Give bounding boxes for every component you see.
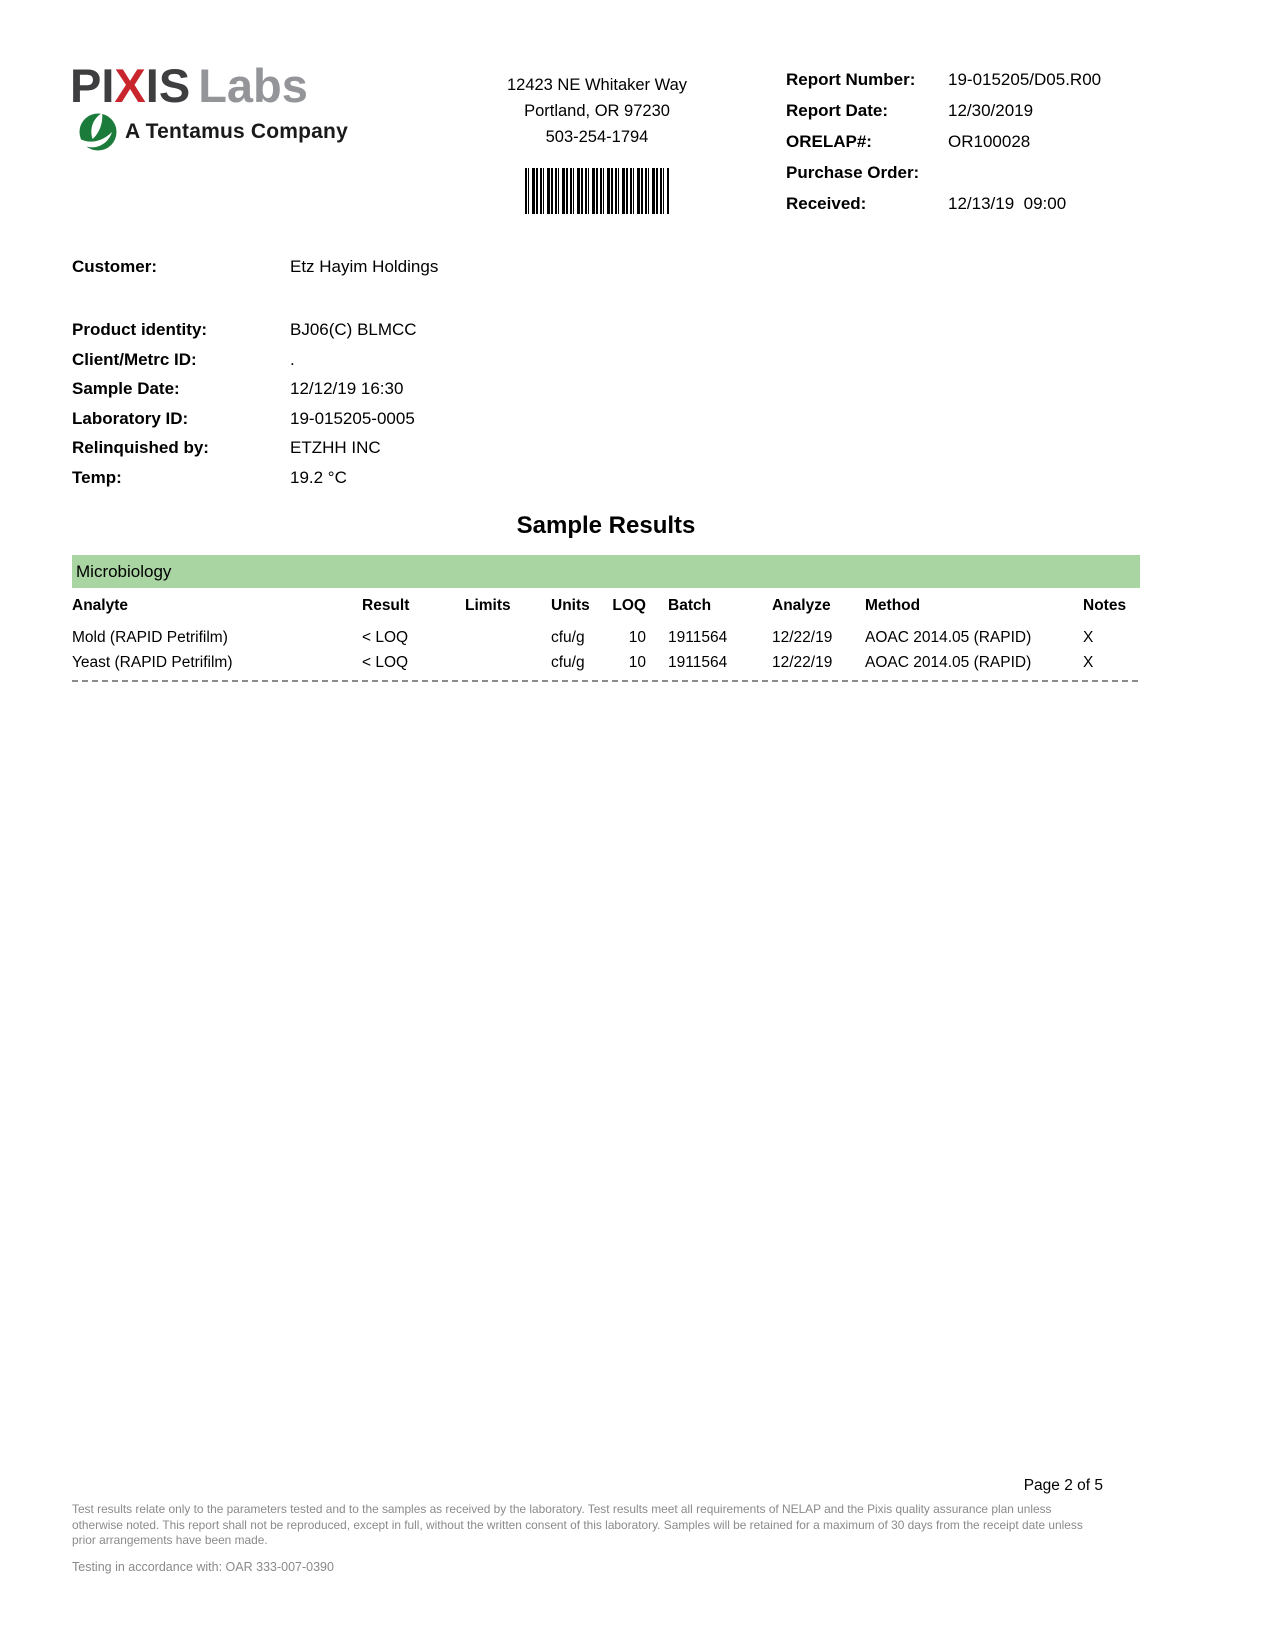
sample-info-row-laboratory-id [72,404,772,434]
column-header-analyze: Analyze [772,597,831,614]
column-header-loq: LOQ [612,597,646,614]
sample-info-row-temp [72,463,772,493]
cell-batch: 1911564 [668,628,728,646]
cell-result: < LOQ [362,628,409,646]
column-header-units: Units [551,597,590,614]
address-phone: 503-254-1794 [545,128,649,146]
meta-row-report-date [786,101,1206,132]
info-value: 12/12/19 16:30 [290,379,404,398]
column-header-batch: Batch [668,597,712,614]
cell-batch: 1911564 [668,653,728,671]
page-number: Page 2 of 5 [1023,1477,1103,1494]
meta-label: Received: [786,194,867,213]
results-body [72,625,1140,675]
address-line: Portland, OR 97230 [524,102,670,120]
lab-address [477,72,717,150]
customer-label: Customer: [72,257,158,276]
meta-row-purchase-order [786,163,1206,194]
footer-disclaimer: Test results relate only to the parameters tested and to the samples as received by the laboratory. Test results meet all requirements of NELAP and the Pixis quality assurance plan unless otherwise noted. This report shall not be reproduced, except in full, without the written consent of this laboratory. Samples will be retained for a maximum of 30 days from the receipt date unless prior arrangements have been made. [72,1502,1083,1548]
customer-block [72,252,772,282]
customer-row [72,252,772,282]
cell-notes: X [1083,653,1094,671]
cell-method: AOAC 2014.05 (RAPID) [865,628,1032,646]
column-header-method: Method [865,597,921,614]
cell-method: AOAC 2014.05 (RAPID) [865,653,1032,671]
column-header-limits: Limits [465,597,511,614]
customer-value: Etz Hayim Holdings [290,257,439,276]
sample-info-row-client-metrc-id [72,345,772,375]
cell-analyte: Mold (RAPID Petrifilm) [72,628,228,646]
section-banner-label: Microbiology [76,561,172,581]
pixis-labs-logo [70,59,348,152]
sample-info-block [72,315,772,492]
meta-label: ORELAP#: [786,132,872,151]
cell-notes: X [1083,628,1094,646]
cell-analyze: 12/22/19 [772,653,833,671]
table-row-mold [72,625,1140,650]
info-value: 19-015205-0005 [290,408,415,428]
results-header-row [72,595,1140,617]
info-label: Relinquished by: [72,438,209,457]
info-value: 19.2 °C [290,467,347,487]
meta-value: 19-015205/D05.R00 [948,70,1102,89]
meta-label: Purchase Order: [786,163,920,182]
info-value: BJ06(C) BLMCC [290,320,417,339]
sample-results-section [72,512,1140,682]
table-row-yeast [72,650,1140,675]
sample-info-row-sample-date [72,374,772,404]
cell-loq: 10 [628,628,646,646]
column-header-notes: Notes [1083,597,1127,614]
microbiology-section-banner [72,555,1140,588]
sample-results-title: Sample Results [516,512,696,539]
info-value: . [290,349,295,369]
cell-loq: 10 [628,653,646,671]
logo-wordmark [70,59,348,112]
logo-text-labs: Labs [198,59,308,112]
meta-value: 12/30/2019 [948,101,1034,120]
cell-result: < LOQ [362,653,409,671]
info-label: Client/Metrc ID: [72,349,197,369]
info-label: Sample Date: [72,379,180,398]
sample-info-row-product-identity [72,315,772,345]
logo-tagline-row [78,112,348,152]
cell-units: cfu/g [551,653,585,671]
meta-row-orelap [786,132,1206,163]
info-label: Laboratory ID: [72,408,189,428]
barcode [525,168,669,214]
meta-label: Report Number: [786,70,916,89]
meta-label: Report Date: [786,101,889,120]
logo-tagline: A Tentamus Company [125,120,348,143]
cell-analyte: Yeast (RAPID Petrifilm) [72,653,233,671]
address-line: 12423 NE Whitaker Way [506,76,688,94]
info-label: Product identity: [72,320,208,339]
column-header-analyte: Analyte [72,597,128,614]
column-header-result: Result [362,597,410,614]
meta-value: 12/13/19 09:00 [948,194,1067,213]
sample-info-row-relinquished-by [72,433,772,463]
footer-accordance-note: Testing in accordance with: OAR 333-007-0390 [72,1560,334,1574]
info-value: ETZHH INC [290,438,381,457]
logo-text-x: X [114,59,146,112]
cell-units: cfu/g [551,628,585,646]
meta-row-received [786,194,1206,225]
tentamus-leaf-icon [78,112,118,152]
results-end-divider [72,680,1140,682]
logo-text-pi: PI [70,59,115,112]
info-label: Temp: [72,467,122,487]
meta-row-report-number [786,70,1206,101]
logo-text-is: IS [145,59,191,112]
meta-value: OR100028 [948,132,1031,151]
report-meta [786,70,1206,225]
cell-analyze: 12/22/19 [772,628,833,646]
